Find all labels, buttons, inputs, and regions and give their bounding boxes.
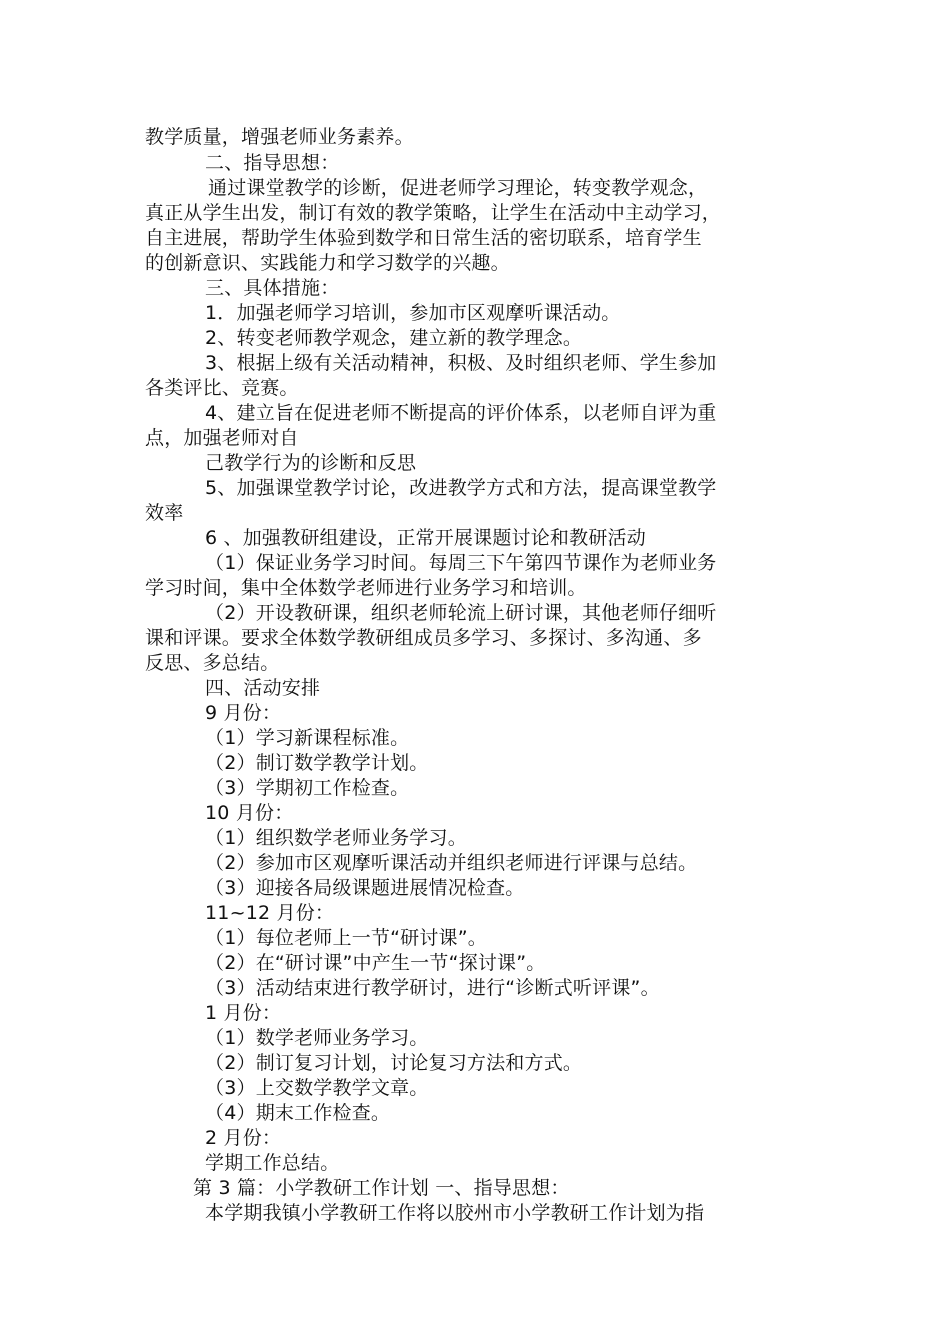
list-item: （2）参加市区观摩听课活动并组织老师进行评课与总结。 <box>205 852 698 874</box>
month-heading: 1 月份： <box>205 1002 282 1024</box>
text-line: （1）保证业务学习时间。每周三下午第四节课作为老师业务 <box>205 552 717 574</box>
text-line: （2）开设教研课，组织老师轮流上研讨课，其他老师仔细听 <box>205 602 717 624</box>
list-item: （3）活动结束进行教学研讨，进行“诊断式听评课”。 <box>205 977 660 999</box>
text-line: 3、根据上级有关活动精神，积极、及时组织老师、学生参加 <box>205 352 717 374</box>
text-line: 真正从学生出发，制订有效的教学策略，让学生在活动中主动学习， <box>145 202 722 224</box>
list-item: （2）制订数学教学计划。 <box>205 752 429 774</box>
text-line: 学期工作总结。 <box>205 1152 340 1174</box>
text-line: 点，加强老师对自 <box>145 427 299 449</box>
list-item: （1）数学老师业务学习。 <box>205 1027 429 1049</box>
text-line: 4、建立旨在促进老师不断提高的评价体系，以老师自评为重 <box>205 402 717 424</box>
text-line: 各类评比、竞赛。 <box>145 377 299 399</box>
text-line: 2、转变老师教学观念，建立新的教学理念。 <box>205 327 583 349</box>
list-item: （1）每位老师上一节“研讨课”。 <box>205 927 487 949</box>
chapter-heading: 第 3 篇：小学教研工作计划 一、指导思想： <box>193 1177 570 1199</box>
list-item: （1）组织数学老师业务学习。 <box>205 827 467 849</box>
list-item: （2）制订复习计划，讨论复习方法和方式。 <box>205 1052 583 1074</box>
list-item: （2）在“研讨课”中产生一节“探讨课”。 <box>205 952 546 974</box>
text-line: 自主进展，帮助学生体验到数学和日常生活的密切联系，培育学生 <box>145 227 702 249</box>
month-heading: 2 月份： <box>205 1127 282 1149</box>
text-line: 学习时间，集中全体数学老师进行业务学习和培训。 <box>145 577 587 599</box>
list-item: （3）迎接各局级课题进展情况检查。 <box>205 877 525 899</box>
section-heading: 三、具体措施： <box>205 277 340 299</box>
text-line: 教学质量，增强老师业务素养。 <box>145 126 414 148</box>
list-item: （3）上交数学教学文章。 <box>205 1077 429 1099</box>
month-heading: 11~12 月份： <box>205 902 335 924</box>
text-line: 本学期我镇小学教研工作将以胶州市小学教研工作计划为指 <box>205 1202 705 1224</box>
text-line: 课和评课。要求全体数学教研组成员多学习、多探讨、多沟通、多 <box>145 627 702 649</box>
text-line: 通过课堂教学的诊断，促进老师学习理论，转变教学观念， <box>208 177 708 199</box>
text-line: 1．加强老师学习培训，参加市区观摩听课活动。 <box>205 302 621 324</box>
text-line: 反思、多总结。 <box>145 652 280 674</box>
text-line: 5、加强课堂教学讨论，改进教学方式和方法，提高课堂教学 <box>205 477 717 499</box>
month-heading: 9 月份： <box>205 702 282 724</box>
section-heading: 二、指导思想： <box>205 152 340 174</box>
text-line: 6 、加强教研组建设，正常开展课题讨论和教研活动 <box>205 527 646 549</box>
list-item: （3）学期初工作检查。 <box>205 777 410 799</box>
section-heading: 四、活动安排 <box>205 677 321 699</box>
month-heading: 10 月份： <box>205 802 294 824</box>
text-line: 效率 <box>145 502 184 524</box>
list-item: （4）期末工作检查。 <box>205 1102 391 1124</box>
text-line: 的创新意识、实践能力和学习数学的兴趣。 <box>145 252 510 274</box>
list-item: （1）学习新课程标准。 <box>205 727 410 749</box>
text-line: 己教学行为的诊断和反思 <box>205 452 417 474</box>
